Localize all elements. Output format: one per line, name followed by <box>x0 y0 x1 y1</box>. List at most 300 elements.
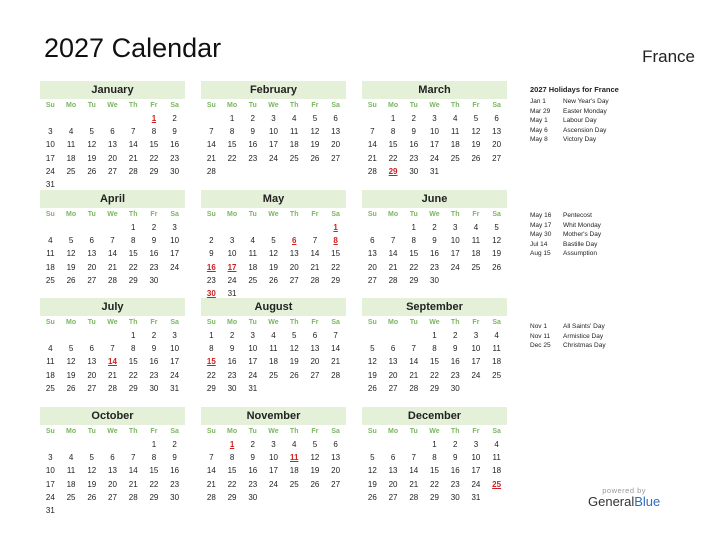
day-cell: 3 <box>271 440 276 449</box>
day-cell: 16 <box>248 140 258 150</box>
weekday-label: Sa <box>492 211 501 218</box>
weekday-label: Su <box>367 319 377 326</box>
day-cell: 14 <box>310 249 320 259</box>
weekday-label: Tu <box>409 428 418 435</box>
empty-day-cell <box>242 221 263 234</box>
holiday-day-cell: 8 <box>333 236 338 246</box>
day-cell: 2 <box>432 223 437 232</box>
holiday-date: Nov 11 <box>530 332 551 340</box>
day-cell: 8 <box>151 127 157 137</box>
day-cell: 30 <box>149 275 159 285</box>
day-grid <box>40 316 185 395</box>
day-cell: 6 <box>89 236 94 246</box>
day-cell: 5 <box>312 440 318 449</box>
day-cell: 1 <box>151 440 157 449</box>
day-cell: 14 <box>108 249 117 259</box>
day-cell: 1 <box>130 331 136 340</box>
day-cell: 6 <box>110 127 115 137</box>
holiday-day-cell: 30 <box>206 288 216 298</box>
day-cell: 26 <box>66 275 76 285</box>
day-cell: 15 <box>388 140 398 150</box>
day-cell: 27 <box>331 479 341 489</box>
day-cell: 14 <box>409 466 419 476</box>
day-cell: 19 <box>289 357 299 367</box>
day-cell: 25 <box>471 262 481 272</box>
day-cell: 20 <box>367 262 377 272</box>
day-cell: 3 <box>452 223 458 232</box>
holiday-name: Armistice Day <box>563 332 604 340</box>
empty-day-cell <box>362 221 383 234</box>
weekday-label: Tu <box>87 319 96 326</box>
empty-day-cell <box>362 112 383 125</box>
day-cell: 27 <box>310 370 320 380</box>
day-cell: 20 <box>310 357 320 367</box>
day-cell: 31 <box>45 179 55 189</box>
day-cell: 3 <box>172 223 177 232</box>
day-cell: 12 <box>310 127 320 137</box>
empty-day-cell <box>40 112 61 125</box>
day-cell: 25 <box>66 166 76 176</box>
day-cell: 24 <box>269 479 278 489</box>
day-cell: 22 <box>149 479 159 489</box>
day-cell: 13 <box>108 140 117 150</box>
day-cell: 23 <box>450 479 460 489</box>
day-cell: 28 <box>108 383 117 393</box>
day-cell: 30 <box>248 492 258 502</box>
weekday-label: Th <box>289 428 299 435</box>
day-cell: 11 <box>46 249 55 259</box>
weekday-label: Sa <box>331 211 340 218</box>
day-cell: 16 <box>450 466 460 476</box>
day-cell: 10 <box>471 453 481 463</box>
weekday-label: Th <box>128 102 138 109</box>
day-cell: 14 <box>206 140 216 150</box>
weekday-label: Th <box>450 102 460 109</box>
holiday-name: New Year's Day <box>563 98 609 105</box>
day-cell: 8 <box>151 453 157 463</box>
holiday-date: May 30 <box>530 231 552 238</box>
day-cell: 5 <box>68 344 74 354</box>
day-cell: 28 <box>108 275 117 285</box>
day-cell: 4 <box>494 331 499 340</box>
day-cell: 4 <box>68 453 74 463</box>
day-cell: 15 <box>409 249 419 259</box>
weekday-label: Th <box>289 211 299 218</box>
empty-day-cell <box>201 221 222 234</box>
day-cell: 13 <box>289 249 299 259</box>
empty-day-cell <box>61 329 82 342</box>
holiday-name: Ascension Day <box>563 126 607 134</box>
day-cell: 6 <box>312 331 318 340</box>
day-cell: 5 <box>291 331 297 340</box>
day-cell: 14 <box>367 140 377 150</box>
day-cell: 9 <box>151 236 157 246</box>
weekday-label: We <box>107 319 118 326</box>
day-cell: 17 <box>45 479 55 489</box>
month-august <box>201 298 346 395</box>
empty-day-cell <box>123 112 144 125</box>
empty-day-cell <box>403 438 424 451</box>
day-cell: 21 <box>409 479 419 489</box>
month-name: November <box>201 407 346 425</box>
weekday-label: Su <box>367 428 377 435</box>
day-cell: 10 <box>248 344 258 354</box>
day-cell: 22 <box>430 479 439 489</box>
empty-day-cell <box>40 221 61 234</box>
empty-day-cell <box>81 221 102 234</box>
day-cell: 9 <box>432 236 437 246</box>
day-cell: 22 <box>409 262 419 272</box>
month-name: February <box>201 81 346 99</box>
day-cell: 24 <box>248 370 258 380</box>
day-cell: 29 <box>331 275 341 285</box>
day-cell: 27 <box>388 383 398 393</box>
weekday-label: We <box>429 211 440 218</box>
day-cell: 26 <box>87 492 97 502</box>
day-cell: 20 <box>108 153 117 163</box>
holiday-date: Jul 14 <box>530 240 548 248</box>
weekday-label: Tu <box>409 102 418 109</box>
empty-day-cell <box>201 438 222 451</box>
month-name: January <box>40 81 185 99</box>
day-cell: 26 <box>367 492 377 502</box>
day-cell: 25 <box>492 370 502 380</box>
weekday-label: Mo <box>227 102 238 109</box>
weekday-label: We <box>268 211 279 218</box>
day-cell: 16 <box>170 466 180 476</box>
day-cell: 26 <box>87 166 97 176</box>
day-cell: 18 <box>450 140 460 150</box>
day-cell: 12 <box>66 357 76 367</box>
day-cell: 9 <box>452 344 458 354</box>
day-cell: 4 <box>494 440 499 449</box>
day-cell: 12 <box>367 466 377 476</box>
day-cell: 22 <box>430 370 439 380</box>
month-march <box>362 81 507 178</box>
day-cell: 8 <box>229 453 235 463</box>
weekday-label: Fr <box>311 102 319 109</box>
weekday-label: Tu <box>248 428 257 435</box>
day-cell: 30 <box>430 275 439 285</box>
day-cell: 11 <box>471 236 481 246</box>
day-cell: 21 <box>409 370 419 380</box>
day-cell: 11 <box>492 453 501 463</box>
day-cell: 26 <box>492 262 502 272</box>
day-cell: 4 <box>473 223 479 232</box>
day-cell: 16 <box>248 466 258 476</box>
month-november <box>201 407 346 504</box>
day-cell: 8 <box>229 127 235 137</box>
day-cell: 29 <box>149 492 159 502</box>
empty-day-cell <box>81 112 102 125</box>
empty-day-cell <box>403 329 424 342</box>
weekday-label: Sa <box>331 319 340 326</box>
day-cell: 18 <box>471 249 481 259</box>
day-cell: 19 <box>471 140 481 150</box>
day-cell: 1 <box>229 114 235 123</box>
empty-day-cell <box>362 438 383 451</box>
holiday-row <box>530 332 606 342</box>
day-cell: 9 <box>209 249 214 259</box>
day-cell: 29 <box>206 383 216 393</box>
day-cell: 16 <box>149 249 159 259</box>
day-cell: 11 <box>66 466 76 476</box>
empty-day-cell <box>383 438 404 451</box>
day-cell: 31 <box>45 505 55 515</box>
day-cell: 20 <box>331 140 341 150</box>
day-cell: 14 <box>128 466 138 476</box>
month-name: March <box>362 81 507 99</box>
holiday-day-cell: 15 <box>206 357 216 367</box>
day-grid <box>362 316 507 395</box>
day-grid <box>201 208 346 300</box>
day-cell: 4 <box>250 236 255 246</box>
day-cell: 23 <box>430 262 439 272</box>
day-cell: 5 <box>370 453 375 463</box>
day-cell: 23 <box>450 370 460 380</box>
holiday-day-cell: 11 <box>289 453 299 463</box>
holiday-day-cell: 14 <box>108 357 117 367</box>
day-cell: 21 <box>331 357 341 367</box>
day-cell: 30 <box>170 166 180 176</box>
day-cell: 2 <box>151 223 157 232</box>
day-cell: 7 <box>312 236 318 246</box>
holiday-date: Aug 15 <box>530 250 551 257</box>
day-cell: 1 <box>209 331 214 340</box>
brand-general: General <box>588 494 635 509</box>
weekday-label: Fr <box>472 211 480 218</box>
day-cell: 6 <box>390 453 396 463</box>
day-cell: 1 <box>432 440 437 449</box>
holiday-row <box>530 221 601 231</box>
month-name: September <box>362 298 507 316</box>
day-cell: 17 <box>430 140 439 150</box>
day-cell: 27 <box>87 275 97 285</box>
day-cell: 20 <box>388 479 398 489</box>
day-cell: 2 <box>411 114 416 123</box>
weekday-label: Sa <box>331 428 340 435</box>
day-cell: 12 <box>289 344 299 354</box>
day-cell: 10 <box>170 344 180 354</box>
day-cell: 23 <box>170 153 180 163</box>
day-cell: 8 <box>432 344 437 354</box>
weekday-label: Sa <box>492 319 501 326</box>
month-name: May <box>201 190 346 208</box>
day-cell: 17 <box>170 249 180 259</box>
weekday-label: Th <box>450 211 460 218</box>
day-cell: 24 <box>269 153 278 163</box>
month-december <box>362 407 507 504</box>
day-cell: 10 <box>269 453 278 463</box>
weekday-label: We <box>268 319 279 326</box>
day-cell: 21 <box>108 262 117 272</box>
holiday-day-cell: 16 <box>206 262 216 272</box>
day-cell: 18 <box>248 262 258 272</box>
weekday-label: Fr <box>150 319 158 326</box>
day-cell: 25 <box>248 275 258 285</box>
day-cell: 3 <box>229 236 235 246</box>
day-grid <box>40 99 185 191</box>
day-cell: 11 <box>248 249 257 259</box>
day-cell: 28 <box>128 492 138 502</box>
day-cell: 5 <box>89 127 94 137</box>
day-cell: 11 <box>46 357 55 367</box>
day-cell: 1 <box>432 331 437 340</box>
day-cell: 18 <box>492 357 502 367</box>
empty-day-cell <box>81 438 102 451</box>
weekday-label: Sa <box>170 211 179 218</box>
weekday-label: Fr <box>472 102 480 109</box>
day-cell: 9 <box>172 453 177 463</box>
weekday-label: Tu <box>248 102 257 109</box>
weekday-label: Th <box>289 102 299 109</box>
day-cell: 12 <box>269 249 278 259</box>
day-cell: 14 <box>409 357 419 367</box>
holiday-list-q2 <box>530 211 601 259</box>
empty-day-cell <box>201 112 222 125</box>
weekday-label: Mo <box>66 102 77 109</box>
day-cell: 2 <box>172 440 177 449</box>
month-february <box>201 81 346 178</box>
day-cell: 28 <box>310 275 320 285</box>
day-cell: 3 <box>432 114 437 123</box>
weekday-label: We <box>429 428 440 435</box>
weekday-label: Mo <box>227 211 238 218</box>
brand-blue: Blue <box>634 494 661 509</box>
month-january <box>40 81 185 191</box>
weekday-label: Fr <box>311 319 319 326</box>
day-cell: 7 <box>130 127 136 137</box>
day-cell: 17 <box>248 357 258 367</box>
day-cell: 24 <box>430 153 439 163</box>
holiday-date: Dec 25 <box>530 342 551 349</box>
day-cell: 5 <box>312 114 318 123</box>
weekday-label: Tu <box>248 319 257 326</box>
weekday-label: Th <box>450 319 460 326</box>
holiday-name: Assumption <box>563 250 597 257</box>
day-cell: 15 <box>128 357 138 367</box>
day-cell: 6 <box>333 440 338 449</box>
day-cell: 19 <box>492 249 502 259</box>
day-cell: 10 <box>170 236 180 246</box>
day-cell: 13 <box>87 357 97 367</box>
holiday-day-cell: 17 <box>227 262 237 272</box>
holiday-row <box>530 341 606 351</box>
day-cell: 9 <box>452 453 458 463</box>
holiday-name: All Saints' Day <box>563 323 605 330</box>
month-name: August <box>201 298 346 316</box>
empty-day-cell <box>222 221 243 234</box>
weekday-label: Mo <box>388 102 399 109</box>
holiday-date: Jan 1 <box>530 98 546 105</box>
day-cell: 11 <box>451 127 460 137</box>
day-cell: 27 <box>331 153 341 163</box>
holiday-day-cell: 1 <box>333 223 338 232</box>
day-cell: 10 <box>45 466 55 476</box>
month-april <box>40 190 185 287</box>
day-cell: 16 <box>450 357 460 367</box>
holiday-day-cell: 1 <box>151 114 157 123</box>
weekday-label: We <box>429 102 440 109</box>
day-cell: 12 <box>310 453 320 463</box>
empty-day-cell <box>102 221 123 234</box>
weekday-label: Fr <box>150 102 158 109</box>
day-grid <box>201 99 346 178</box>
day-cell: 21 <box>128 479 138 489</box>
day-cell: 15 <box>149 140 159 150</box>
day-cell: 23 <box>227 370 237 380</box>
day-cell: 26 <box>471 153 481 163</box>
weekday-label: Tu <box>409 319 418 326</box>
day-cell: 31 <box>248 383 258 393</box>
day-cell: 15 <box>149 466 159 476</box>
day-cell: 4 <box>48 236 53 246</box>
day-cell: 24 <box>471 479 481 489</box>
day-cell: 2 <box>229 331 235 340</box>
day-cell: 4 <box>68 127 74 137</box>
month-name: April <box>40 190 185 208</box>
day-cell: 6 <box>390 344 396 354</box>
weekday-label: Th <box>128 319 138 326</box>
day-cell: 18 <box>66 479 76 489</box>
day-cell: 28 <box>409 383 419 393</box>
weekday-label: We <box>429 319 440 326</box>
day-cell: 6 <box>333 114 338 123</box>
empty-day-cell <box>263 221 284 234</box>
holiday-day-cell: 25 <box>492 479 502 489</box>
day-cell: 10 <box>450 236 460 246</box>
weekday-label: Mo <box>66 319 77 326</box>
day-cell: 22 <box>128 262 138 272</box>
holiday-row <box>530 240 601 250</box>
day-cell: 28 <box>128 166 138 176</box>
empty-day-cell <box>305 221 326 234</box>
day-cell: 31 <box>430 166 439 176</box>
day-grid <box>201 425 346 504</box>
day-cell: 23 <box>248 153 258 163</box>
day-cell: 24 <box>170 370 180 380</box>
holiday-row <box>530 97 619 107</box>
day-cell: 9 <box>411 127 416 137</box>
day-cell: 24 <box>170 262 180 272</box>
day-cell: 10 <box>227 249 237 259</box>
weekday-label: Su <box>206 319 216 326</box>
day-cell: 19 <box>87 479 97 489</box>
day-cell: 24 <box>227 275 237 285</box>
empty-day-cell <box>40 438 61 451</box>
holiday-date: Mar 29 <box>530 107 551 115</box>
day-cell: 22 <box>331 262 341 272</box>
day-cell: 27 <box>367 275 377 285</box>
day-cell: 23 <box>248 479 258 489</box>
day-cell: 29 <box>430 383 439 393</box>
weekday-label: Su <box>367 102 377 109</box>
day-cell: 12 <box>87 140 97 150</box>
day-cell: 4 <box>452 114 458 123</box>
day-cell: 31 <box>170 383 180 393</box>
generalblue-logo <box>588 486 660 509</box>
weekday-label: Sa <box>170 319 179 326</box>
day-cell: 21 <box>388 262 398 272</box>
day-cell: 6 <box>110 453 115 463</box>
weekday-label: Sa <box>170 102 179 109</box>
day-cell: 3 <box>172 331 177 340</box>
weekday-label: We <box>107 102 118 109</box>
holiday-name: Easter Monday <box>563 107 607 115</box>
weekday-label: Su <box>206 102 216 109</box>
weekday-label: Su <box>45 102 55 109</box>
holiday-date: Nov 1 <box>530 323 547 330</box>
